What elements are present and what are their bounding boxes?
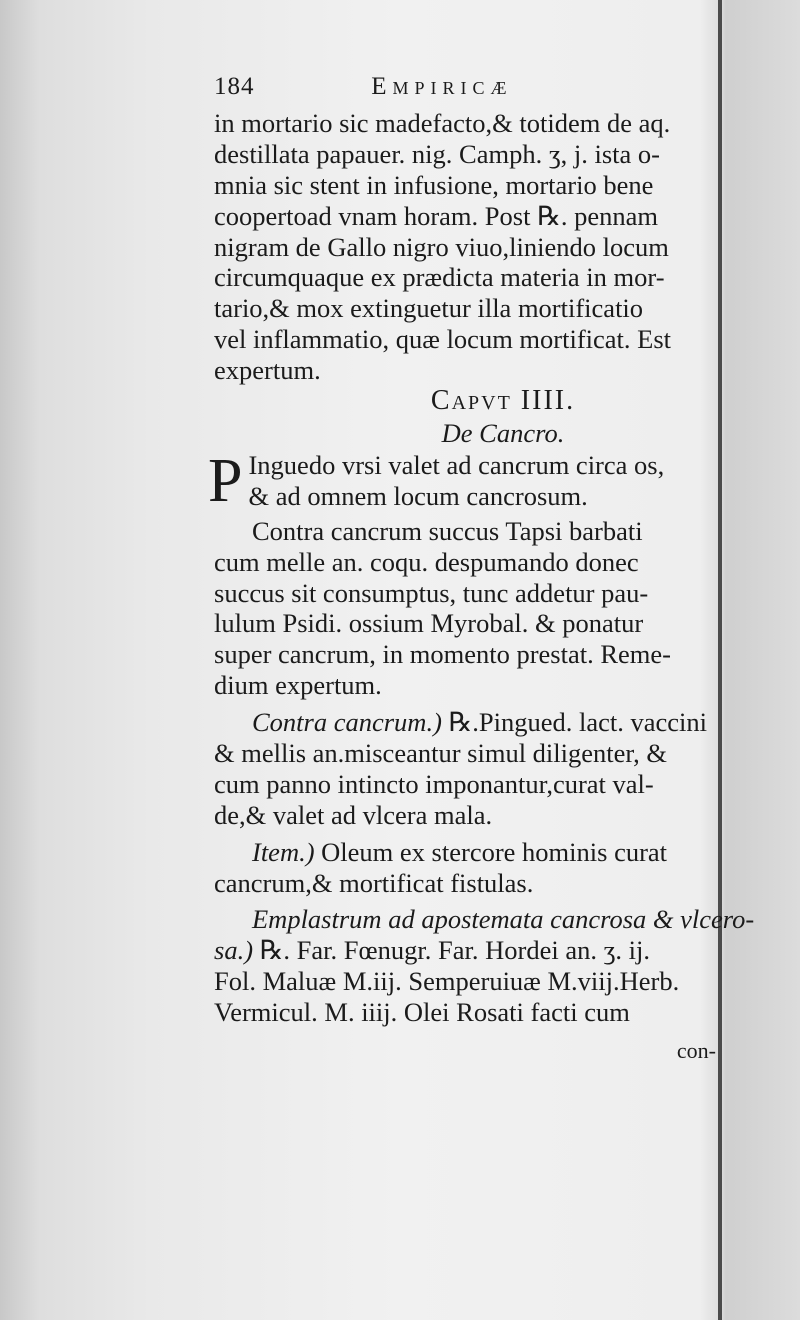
text-span: ℞.Pingued. lact. vaccini [441,707,708,738]
text-line: & ad omnem locum cancrosum. [248,480,588,511]
running-title: Empiricæ [371,73,513,100]
chapter-subtitle: De Cancro. [441,418,565,449]
page-number: 184 [214,73,255,100]
paragraph-pinguedo [208,447,722,516]
text-line: vel inflammatio, quæ locum mortificat. Est [214,324,672,355]
text-line: cancrum,& mortificat fistulas. [214,867,534,898]
text-line: nigram de Gallo nigro viuo,liniendo locum [214,231,669,262]
text-line: Inguedo vrsi valet ad cancrum circa os, [248,450,665,481]
rubric-label: Emplastrum ad apostemata cancrosa & vlcero- [252,904,755,935]
chapter-heading: Capvt IIII. [430,385,576,417]
page-text [208,72,755,1067]
text-line: expertum. [214,355,321,386]
text-line: lulum Psidi. ossium Myrobal. & ponatur [214,608,644,639]
text-span: Oleum ex stercore hominis curat [314,836,668,867]
text-line: & mellis an.misceantur simul diligenter, & [214,738,668,769]
text-line: tario,& mox extinguetur illa mortificatio [214,293,644,324]
text-line: Contra cancrum succus Tapsi barbati [252,515,643,546]
text-line: cum panno intincto imponantur,curat val- [214,768,654,799]
text-line: Fol. Maluæ M.iij. Semperuiuæ M.viij.Herb. [214,966,680,997]
text-line: dium expertum. [214,670,382,701]
paragraph-emplastrum [214,898,755,1028]
paragraph-tapsi [214,512,722,701]
drop-cap: P [208,447,243,516]
running-header [214,72,722,108]
text-line: destillata papauer. nig. Camph. ʒ, j. ista o- [214,138,660,169]
rubric-label: Contra cancrum.) [252,707,442,738]
paragraph-item [214,831,722,899]
text-span: ℞. Far. Fœnugr. Far. Hordei an. ʒ. ij. [253,935,650,966]
text-line: cum melle an. coqu. despumando donec [214,546,639,577]
text-line [214,707,722,738]
text-line: mnia sic stent in infusione, mortario bene [214,169,654,200]
rubric-label: sa.) [214,935,254,966]
text-line: Vermicul. M. iiij. Olei Rosati facti cum [214,997,630,1028]
text-line: succus sit consumptus, tunc addetur pau- [214,577,649,608]
text-line: de,& valet ad vlcera mala. [214,799,493,830]
text-line: in mortario sic madefacto,& totidem de aq. [214,108,671,138]
text-line [214,935,722,966]
text-line: coopertoad vnam horam. Post ℞. pennam [214,200,658,231]
rubric-label: Item.) [252,836,315,867]
text-line: super cancrum, in momento prestat. Reme- [214,639,671,670]
text-line [214,837,722,868]
paragraph-contra-cancrum [214,701,722,831]
text-line: circumquaque ex prædicta materia in mor- [214,262,665,293]
catchword: con- [676,1038,716,1064]
